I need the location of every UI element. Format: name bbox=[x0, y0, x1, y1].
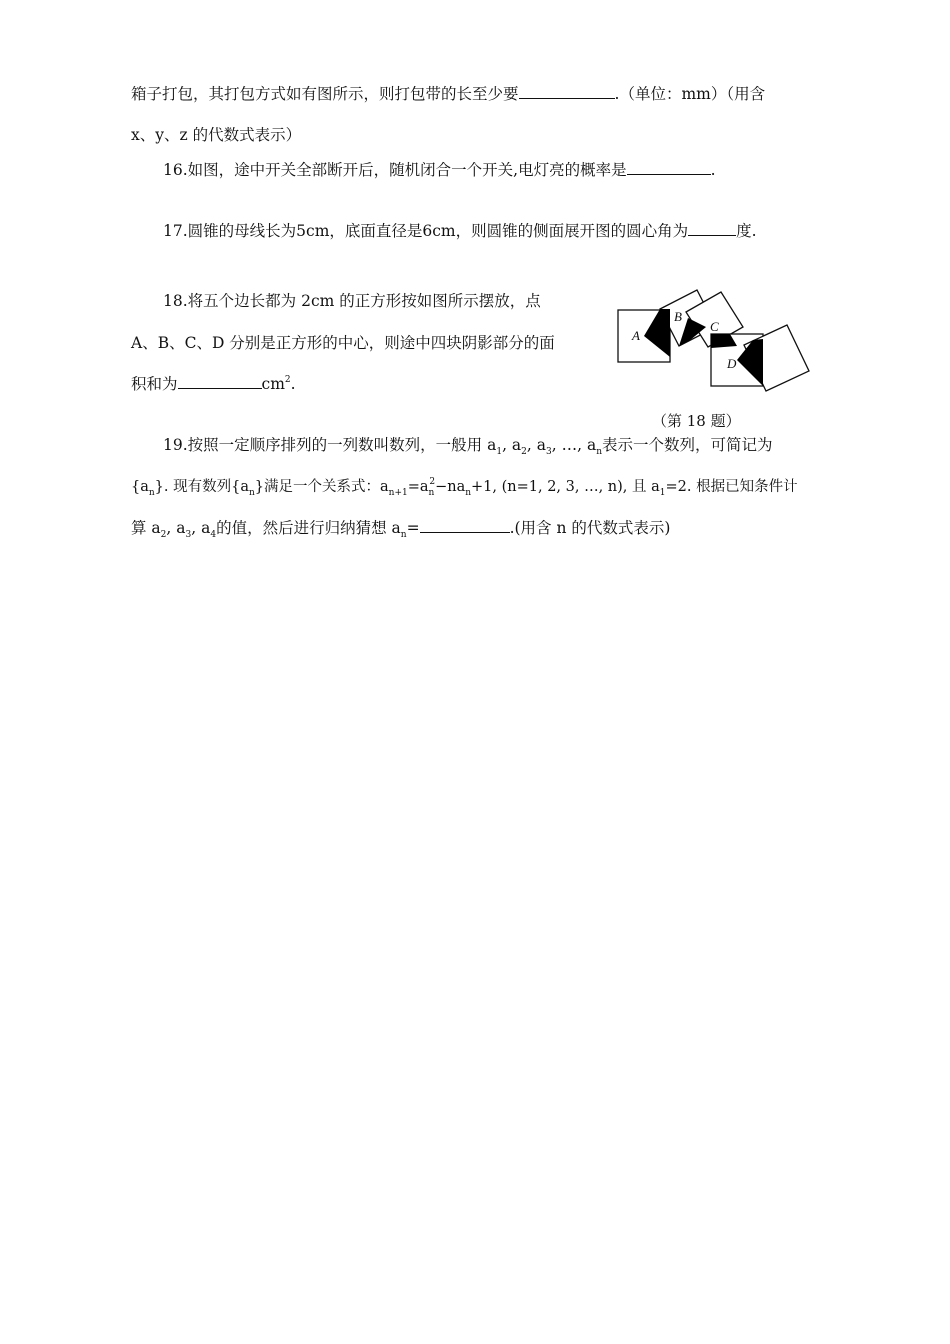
q16-end: . bbox=[710, 161, 716, 179]
q19-text: , a bbox=[502, 436, 522, 454]
q19-text: , a bbox=[526, 436, 547, 454]
q19-text: {a bbox=[131, 479, 149, 495]
q19-text: 算 a bbox=[131, 519, 161, 537]
q18-line3 bbox=[131, 374, 296, 397]
q18-text-2: A、B、C、D 分别是正方形的中心，则途中四块阴影部分的面 bbox=[131, 334, 555, 352]
q15-text-a: 箱子打包，其打包方式如有图所示，则打包带的长至少要 bbox=[131, 85, 519, 103]
q19-text: = bbox=[406, 519, 420, 537]
label-d: D bbox=[727, 356, 737, 371]
subscript: 3 bbox=[546, 447, 552, 457]
q19-line3 bbox=[131, 518, 670, 541]
q17-text: 17.圆锥的母线长为5cm，底面直径是6cm，则圆锥的侧面展开图的圆心角为 bbox=[163, 222, 689, 240]
q19-text: −na bbox=[435, 479, 466, 495]
subscript: 2 bbox=[160, 530, 167, 540]
q15-text-c: x、y、z 的代数式表示） bbox=[131, 126, 302, 144]
subscript: n+1 bbox=[388, 488, 408, 498]
q15-line1 bbox=[131, 84, 765, 104]
q18-line2 bbox=[131, 333, 555, 353]
q19-text: , …, a bbox=[551, 436, 597, 454]
subscript: 3 bbox=[185, 530, 192, 540]
q15-text-b: .（单位：mm）（用含 bbox=[614, 85, 766, 103]
q19-text: , a bbox=[191, 519, 211, 537]
q19-text: 19.按照一定顺序排列的一列数叫数列，一般用 a bbox=[163, 436, 497, 454]
subscript: n bbox=[465, 488, 472, 498]
q16-text: 16.如图，途中开关全部断开后，随机闭合一个开关,电灯亮的概率是 bbox=[163, 161, 627, 179]
q17-answer-blank bbox=[688, 221, 736, 236]
q19-text: }满足一个关系式：a bbox=[254, 479, 389, 495]
q19-text: 的值，然后进行归纳猜想 a bbox=[216, 519, 401, 537]
q16-line bbox=[163, 160, 716, 180]
superscript: 2 bbox=[429, 477, 436, 487]
q18-text-3: 积和为 bbox=[131, 375, 178, 393]
label-a: A bbox=[632, 328, 640, 343]
q17-line bbox=[163, 221, 757, 241]
q19-line2 bbox=[131, 477, 798, 499]
q18-text-1: 18.将五个边长都为 2cm 的正方形按如图所示摆放，点 bbox=[163, 292, 541, 310]
subscript: 2 bbox=[521, 447, 527, 457]
q18-end: . bbox=[290, 375, 296, 393]
q18-line1 bbox=[163, 291, 541, 311]
q19-text: =a bbox=[407, 479, 429, 495]
q15-answer-blank bbox=[519, 84, 615, 99]
q17-end: 度. bbox=[736, 222, 757, 240]
q18-answer-blank bbox=[178, 374, 262, 389]
q19-text: +1, (n=1, 2, 3, …, n), 且 a bbox=[471, 479, 660, 495]
subscript: 1 bbox=[659, 488, 666, 498]
figure-caption: （第 18 题） bbox=[652, 412, 741, 430]
q18-unit: cm bbox=[261, 375, 285, 393]
label-c: C bbox=[710, 319, 719, 334]
subscript: n bbox=[596, 447, 602, 457]
q19-text: 表示一个数列，可简记为 bbox=[602, 436, 773, 454]
q18-unit-sup: 2 bbox=[284, 375, 291, 385]
q19-text: , a bbox=[166, 519, 186, 537]
subscript: n bbox=[249, 488, 255, 498]
q19-answer-blank bbox=[420, 518, 510, 533]
subscript: n bbox=[148, 488, 155, 498]
squares-figure bbox=[610, 285, 820, 410]
q19-text: }. 现有数列{a bbox=[154, 479, 249, 495]
q16-answer-blank bbox=[627, 160, 711, 175]
q15-line2 bbox=[131, 125, 301, 145]
subscript: n bbox=[428, 488, 435, 498]
subscript: n bbox=[400, 530, 407, 540]
q19-text: =2. 根据已知条件计 bbox=[665, 479, 798, 495]
label-b: B bbox=[674, 309, 682, 324]
q19-line1 bbox=[163, 435, 773, 458]
subscript: 1 bbox=[496, 447, 503, 457]
subscript: 4 bbox=[210, 530, 217, 540]
q19-text: .(用含 n 的代数式表示) bbox=[509, 519, 671, 537]
